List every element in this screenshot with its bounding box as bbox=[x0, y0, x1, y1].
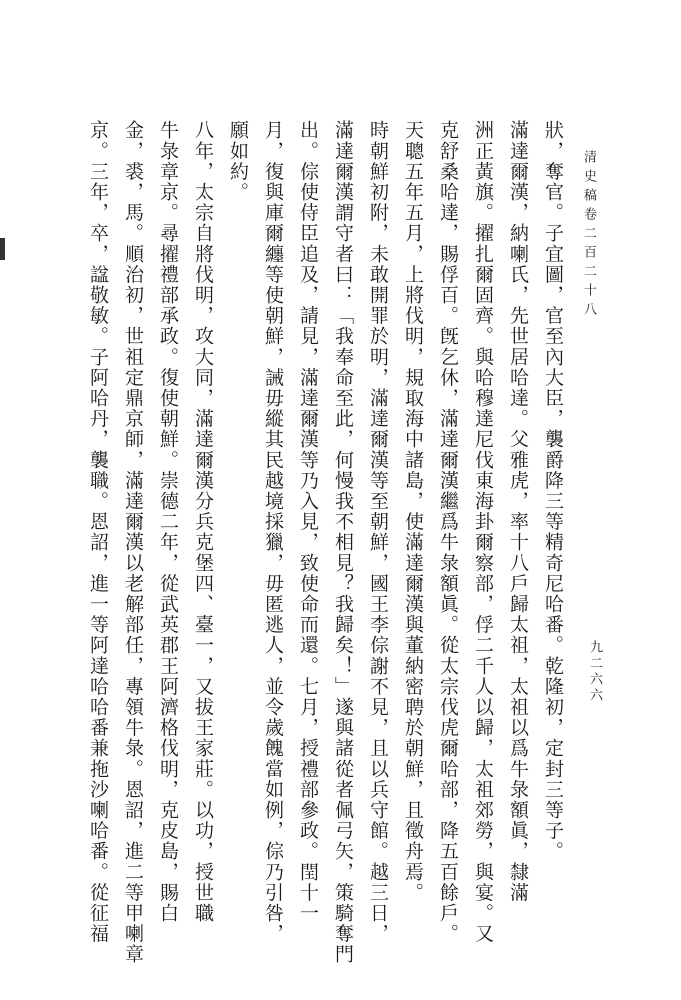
text-column-10: 願如約。 bbox=[227, 120, 249, 203]
text-column-8: 出。倧使侍臣追及，請見，滿達爾漢等乃入見，致使命而還。七月，授禮部參政。閏十一 bbox=[297, 120, 319, 924]
page-number: 九二六六 bbox=[587, 640, 602, 704]
text-column-7: 滿達爾漢謂守者曰：「我奉命至此，何慢我不相見？我歸矣！」遂與諸從者佩弓矢，策騎奪門 bbox=[332, 120, 354, 965]
text-column-2: 滿達爾漢，納喇氏，先世居哈達。父雅虎，率十八戶歸太祖，太祖以爲牛彔額眞，隸滿 bbox=[507, 120, 529, 903]
text-column-5: 天聰五年五月，上將伐明，規取海中諸島，使滿達爾漢與董納密聘於朝鮮，且徵舟焉。 bbox=[402, 120, 424, 903]
text-column-9: 月，復與庫爾纏等使朝鮮，誡毋縱其民越境採獵，毋匿逃人，並令歲餽當如例，倧乃引咎， bbox=[262, 120, 284, 944]
text-column-3: 洲正黃旗。擢扎爾固齊。與哈穆達尼伐東海卦爾察部，俘二千人以歸，太祖郊勞，與宴。又 bbox=[472, 120, 494, 944]
text-column-12: 牛彔章京。尋擢禮部承政。復使朝鮮。崇德二年，從武英郡王阿濟格伐明，克皮島，賜白 bbox=[157, 120, 179, 924]
text-column-14: 京。三年，卒，諡敬敏。子阿哈丹，襲職。恩詔，進一等阿達哈哈番兼拖沙喇哈番。從征福 bbox=[87, 120, 109, 944]
text-column-1: 狀，奪官。子宜圖，官至內大臣，襲爵降三等精奇尼哈番。乾隆初，定封三等子。 bbox=[542, 120, 564, 862]
text-column-13: 金，裘，馬。順治初，世祖定鼎京師，滿達爾漢以老解部任，專領牛彔。恩詔，進二等甲喇章 bbox=[122, 120, 144, 965]
running-header: 清史稿卷二百二十八 bbox=[581, 150, 596, 321]
text-column-4: 克舒桑哈達，賜俘百。旣乞休，滿達爾漢繼爲牛彔額眞。從太宗伐虎爾哈部，降五百餘戶。 bbox=[437, 120, 459, 944]
text-column-11: 八年，太宗自將伐明，攻大同，滿達爾漢分兵克堡四、臺一，又拔王家莊。以功，授世職 bbox=[192, 120, 214, 924]
binding-edge-mark bbox=[0, 238, 5, 260]
text-column-6: 時朝鮮初附，未敢開罪於明，滿達爾漢等至朝鮮，國王李倧謝不見，且以兵守館。越三日， bbox=[367, 120, 389, 944]
